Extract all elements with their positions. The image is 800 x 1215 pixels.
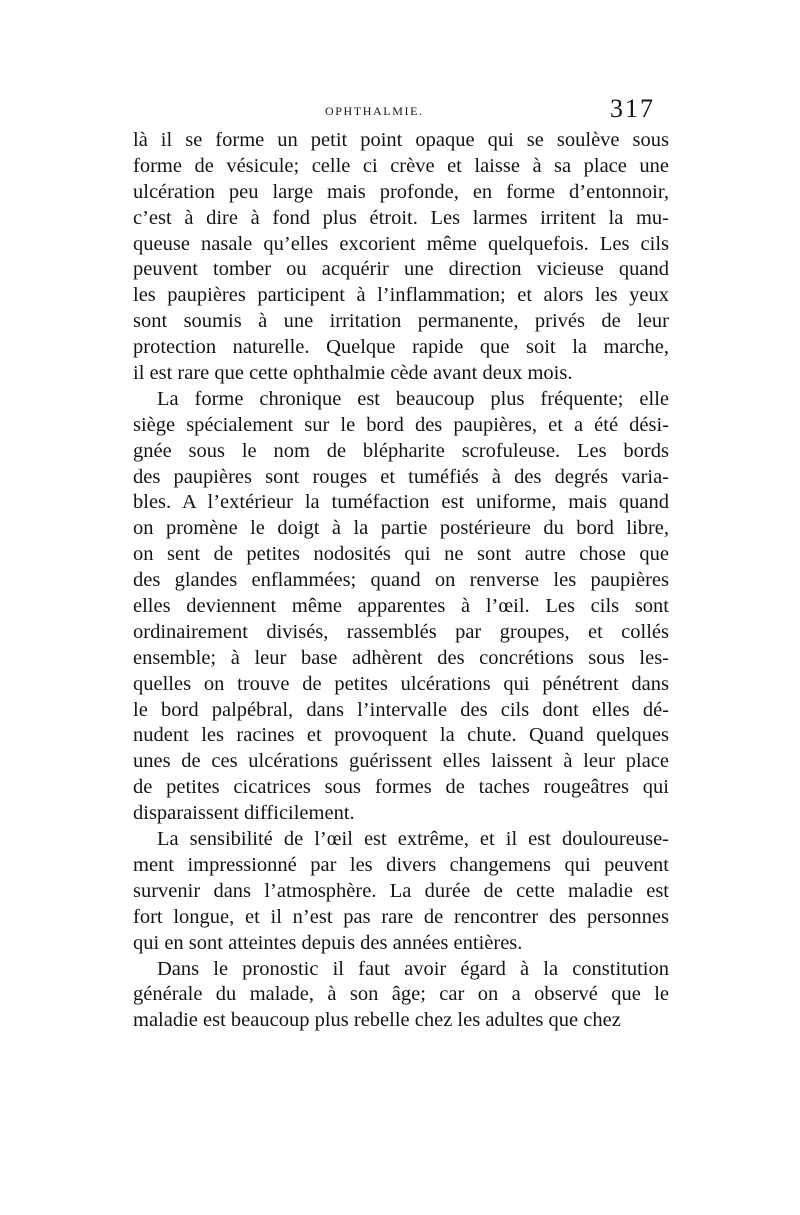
page-number: 317: [610, 94, 655, 123]
text-line: des paupières sont rouges et tuméfiés à des degrés varia-: [133, 465, 669, 488]
text-line: ensemble; à leur base adhèrent des concrétions sous les-: [133, 646, 669, 669]
text-line: maladie est beaucoup plus rebelle chez les adultes que chez: [133, 1009, 621, 1032]
text-line: queuse nasale qu’elles excorient même quelquefois. Les cils: [133, 232, 669, 255]
text-line: La sensibilité de l’œil est extrême, et il est douloureuse-: [157, 828, 669, 851]
text-line: protection naturelle. Quelque rapide que soit la marche,: [133, 336, 669, 359]
text-line: de petites cicatrices sous formes de taches rougeâtres qui: [133, 776, 669, 799]
text-line: fort longue, et il n’est pas rare de rencontrer des personnes: [133, 905, 669, 928]
text-line: disparaissent difficilement.: [133, 802, 355, 825]
text-line: on promène le doigt à la partie postérieure du bord libre,: [133, 517, 669, 540]
paragraph: [133, 128, 669, 387]
text-line: ordinairement divisés, rassemblés par groupes, et collés: [133, 620, 669, 643]
text-line: unes de ces ulcérations guérissent elles laissent à leur place: [133, 750, 669, 773]
text-line: nudent les racines et provoquent la chute. Quand quelques: [133, 724, 669, 747]
running-title: OPHTHALMIE.: [325, 104, 424, 118]
text-line: sont soumis à une irritation permanente, privés de leur: [133, 310, 669, 333]
paragraph: [133, 957, 669, 1035]
running-head: [135, 94, 655, 124]
text-line: forme de vésicule; celle ci crève et laisse à sa place une: [133, 154, 669, 177]
paragraph: [133, 387, 669, 827]
body-text: [133, 128, 669, 1034]
text-line: il est rare que cette ophthalmie cède avant deux mois.: [133, 362, 573, 385]
text-line: siège spécialement sur le bord des paupières, et a été dési-: [133, 413, 669, 436]
text-line: les paupières participent à l’inflammation; et alors les yeux: [133, 284, 669, 307]
text-line: qui en sont atteintes depuis des années entières.: [133, 931, 523, 954]
text-line: bles. A l’extérieur la tuméfaction est uniforme, mais quand: [133, 491, 669, 514]
text-line: elles deviennent même apparentes à l’œil. Les cils sont: [133, 595, 669, 618]
text-line: ment impressionné par les divers changemens qui peuvent: [133, 853, 669, 876]
text-line: générale du malade, à son âge; car on a observé que le: [133, 983, 669, 1006]
text-line: le bord palpébral, dans l’intervalle des cils dont elles dé-: [133, 698, 669, 721]
text-line: survenir dans l’atmosphère. La durée de cette maladie est: [133, 879, 669, 902]
text-line: c’est à dire à fond plus étroit. Les larmes irritent la mu-: [133, 206, 669, 229]
text-line: quelles on trouve de petites ulcérations qui pénétrent dans: [133, 672, 669, 695]
text-line: gnée sous le nom de blépharite scrofuleuse. Les bords: [133, 439, 669, 462]
text-line: Dans le pronostic il faut avoir égard à la constitution: [157, 957, 669, 980]
text-line: là il se forme un petit point opaque qui se soulève sous: [133, 129, 669, 151]
text-line: La forme chronique est beaucoup plus fréquente; elle: [157, 387, 669, 410]
paragraph: [133, 827, 669, 956]
text-line: on sent de petites nodosités qui ne sont autre chose que: [133, 543, 669, 566]
text-line: peuvent tomber ou acquérir une direction vicieuse quand: [133, 258, 669, 281]
text-line: ulcération peu large mais profonde, en forme d’entonnoir,: [133, 180, 669, 203]
text-line: des glandes enflammées; quand on renverse les paupières: [133, 569, 669, 592]
